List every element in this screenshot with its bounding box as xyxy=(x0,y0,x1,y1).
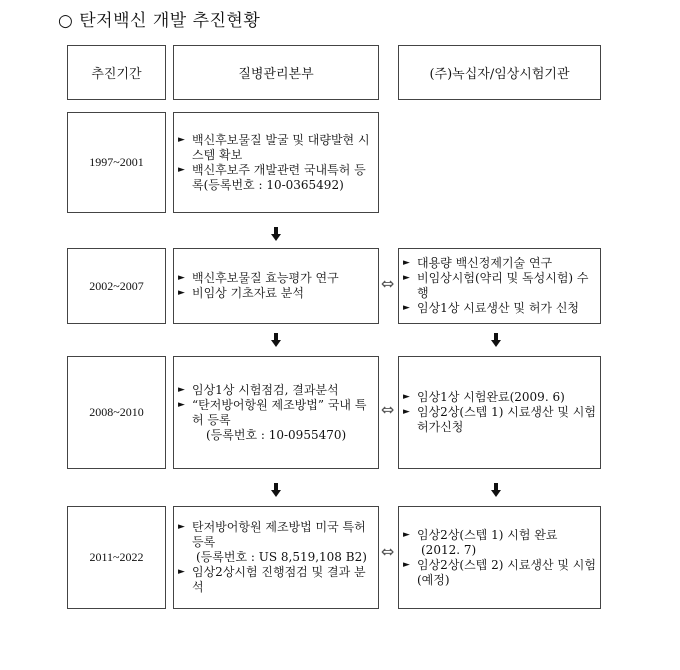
bullet-icon: ► xyxy=(403,273,410,283)
header-company-label: (주)녹십자/임상시험기관 xyxy=(429,67,570,82)
item-text: 비임상시험(약리 및 독성시험) 수행 xyxy=(417,271,589,300)
down-arrow-icon xyxy=(271,333,281,347)
item-text: 백신후보주 개발관련 국내특허 등록(등록번호 : 10-0365492) xyxy=(192,162,366,192)
header-period-label: 추진기간 xyxy=(91,67,142,82)
period-label: 2002~2007 xyxy=(89,278,144,293)
bullet-icon: ► xyxy=(403,407,410,417)
period-cell-1 xyxy=(67,112,166,213)
list-item xyxy=(403,301,596,316)
item-text: 임상2상(스텝 1) 시험 완료 xyxy=(417,527,558,542)
list-item xyxy=(178,286,374,301)
bidirectional-arrow-icon: ⇔ xyxy=(381,274,395,293)
bullet-icon: ► xyxy=(403,559,410,570)
item-text: 탄저방어항원 제조방법 미국 특허 등록 xyxy=(192,520,366,549)
item-text: 임상1상 시험점검, 결과분석 xyxy=(192,382,339,397)
item-text: 임상2상(스텝 1) 시료생산 및 시험 허가신청 xyxy=(417,405,596,434)
bullet-icon: ► xyxy=(178,273,185,283)
list-item xyxy=(178,398,374,428)
item-text: “탄저방어항원 제조방법” 국내 특허 등록 xyxy=(192,397,367,427)
item-text: 임상2상시험 진행점검 및 결과 분석 xyxy=(192,565,366,594)
bullet-icon: ► xyxy=(403,529,410,540)
down-arrow-icon xyxy=(271,483,281,497)
period-label: 2008~2010 xyxy=(89,405,144,419)
item-text: 백신후보물질 발굴 및 대량발현 시스템 확보 xyxy=(192,132,370,162)
item-text: 임상2상(스텝 2) 시료생산 및 시험(예정) xyxy=(417,557,596,587)
document-title: ○ 탄저백신 개발 추진현황 xyxy=(58,11,261,31)
item-text: 백신후보물질 효능평가 연구 xyxy=(192,271,339,285)
item-text: 대용량 백신정제기술 연구 xyxy=(417,256,553,270)
list-item xyxy=(178,271,374,286)
registration-note: (등록번호 : 10-0955470) xyxy=(206,427,347,442)
bidirectional-arrow-icon: ⇔ xyxy=(381,400,395,419)
registration-note: (등록번호 : US 8,519,108 B2) xyxy=(196,550,367,564)
list-item xyxy=(403,558,596,588)
down-arrow-icon xyxy=(271,227,281,241)
list-item xyxy=(403,405,596,435)
header-kcdc-label: 질병관리본부 xyxy=(238,67,314,82)
down-arrow-icon xyxy=(491,333,501,347)
kcdc-cell-3 xyxy=(173,356,379,469)
list-item xyxy=(178,520,374,550)
bullet-icon: ► xyxy=(403,258,410,268)
list-item xyxy=(403,528,596,543)
list-item xyxy=(178,133,374,163)
kcdc-cell-4 xyxy=(173,506,379,609)
item-text: 비임상 기초자료 분석 xyxy=(192,286,304,300)
bullet-icon: ► xyxy=(178,384,185,395)
header-company xyxy=(398,45,601,100)
list-item xyxy=(403,256,596,271)
list-item xyxy=(178,383,374,398)
company-cell-2 xyxy=(398,248,601,324)
period-label: 1997~2001 xyxy=(89,155,144,169)
bullet-icon: ► xyxy=(178,567,185,577)
period-cell-3 xyxy=(67,356,166,469)
item-text: 임상1상 시험완료(2009. 6) xyxy=(417,390,565,404)
bullet-icon: ► xyxy=(178,134,185,145)
company-cell-3 xyxy=(398,356,601,469)
item-text: 임상1상 시료생산 및 허가 신청 xyxy=(417,301,579,315)
bullet-icon: ► xyxy=(178,399,185,410)
list-item xyxy=(178,565,374,595)
period-cell-2 xyxy=(67,248,166,324)
header-period xyxy=(67,45,166,100)
bullet-icon: ► xyxy=(403,392,410,402)
header-kcdc xyxy=(173,45,379,100)
down-arrow-icon xyxy=(491,483,501,497)
bidirectional-arrow-icon: ⇔ xyxy=(381,542,395,561)
list-item xyxy=(403,390,596,405)
period-cell-4 xyxy=(67,506,166,609)
bullet-icon: ► xyxy=(178,164,185,175)
bullet-icon: ► xyxy=(403,303,410,313)
kcdc-cell-1 xyxy=(173,112,379,213)
list-item xyxy=(178,163,374,193)
list-item xyxy=(403,271,596,301)
kcdc-cell-2 xyxy=(173,248,379,324)
bullet-icon: ► xyxy=(178,288,185,298)
completion-date-note: (2012. 7) xyxy=(421,542,477,557)
bullet-icon: ► xyxy=(178,522,185,532)
company-cell-4 xyxy=(398,506,601,609)
period-label: 2011~2022 xyxy=(89,550,144,564)
